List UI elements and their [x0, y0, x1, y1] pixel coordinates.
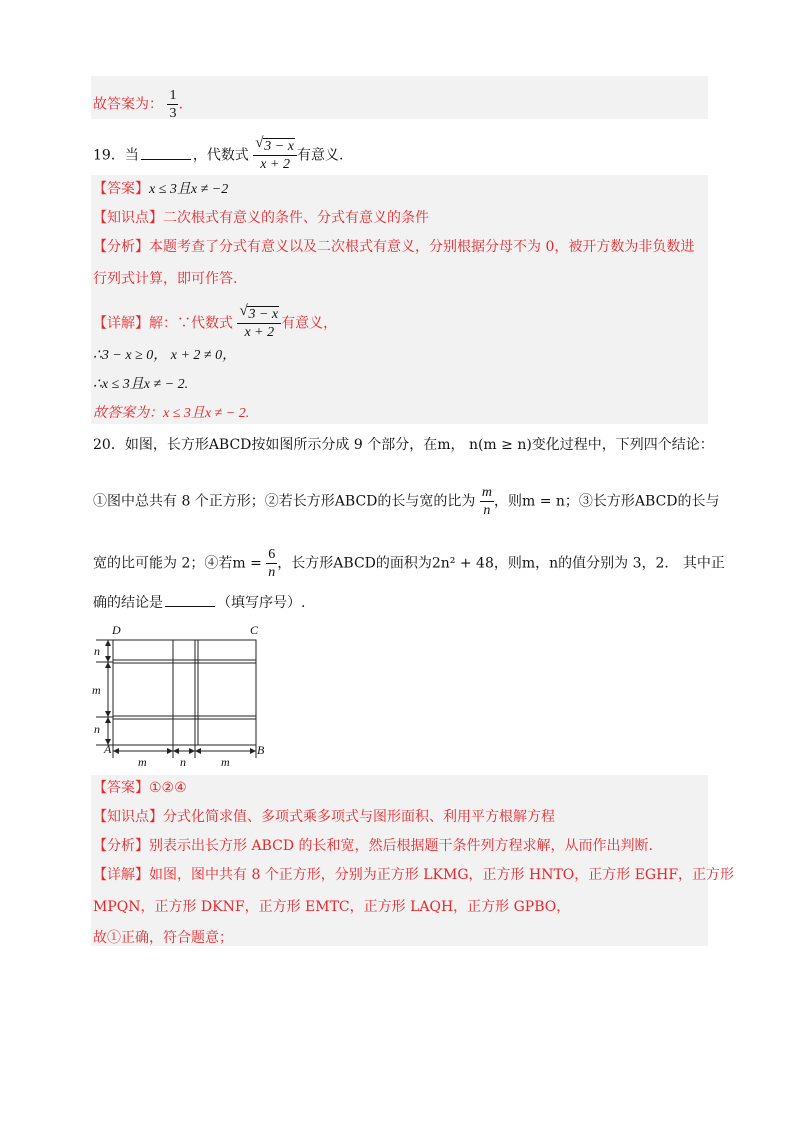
sqrt-expression — [255, 135, 295, 155]
fraction-denominator: x + 2 — [244, 325, 275, 340]
analysis-text: 别表示出长方形 ABCD 的长和宽，然后根据题干条件列方程求解，从而作出判断. — [149, 838, 653, 854]
q20-detail-line2: MPQN，正方形 DKNF，正方形 EMTC，正方形 LAQH，正方形 GPBO， — [93, 899, 571, 915]
label-c: C — [250, 623, 259, 637]
analysis-text: 本题考查了分式有意义以及二次根式有意义，分别根据分母不为 0，被开方数为非负数进 — [149, 239, 695, 255]
q20-line3-tail: ，长方形ABCD的面积为2n² + 48，则m，n的值分别为 3，2． 其中正 — [277, 555, 725, 572]
q19-analysis-line2: 行列式计算，即可作答. — [93, 271, 238, 287]
m-fraction — [266, 546, 277, 581]
q20-line4-text: 确的结论是 — [93, 595, 163, 611]
detail-text: 如图，图中共有 8 个正方形，分别为正方形 LKMG，正方形 HNTO，正方形 EGHF，正方形 — [149, 867, 735, 883]
q19-prefix: 19．当 — [93, 147, 139, 164]
question-19 — [93, 135, 344, 173]
knowledge-tag: 【知识点】 — [93, 210, 163, 226]
q20-line2 — [93, 484, 720, 519]
q20-detail-line3: 故①正确，符合题意； — [93, 930, 233, 946]
q19-answer — [93, 178, 228, 201]
prev-answer-line — [93, 87, 183, 122]
fraction-denominator: x + 2 — [260, 157, 290, 172]
prev-answer-tail: . — [178, 96, 183, 113]
prev-answer-label: 故答案为： — [93, 96, 163, 113]
analysis-tag: 【分析】 — [93, 239, 149, 255]
left-label-n-top: n — [94, 644, 100, 658]
answer-tag: 【答案】 — [93, 181, 149, 197]
q19-detail-line4: 故答案为：x ≤ 3且x ≠ − 2. — [93, 406, 250, 421]
detail-text-tail: 有意义， — [281, 315, 338, 332]
label-a: A — [104, 742, 112, 756]
sqrt-expression — [239, 303, 279, 323]
q20-line1: 20．如图，长方形ABCD按如图所示分成 9 个部分，在m， n(m ≥ n)变化过程中，下列四个结论： — [93, 437, 714, 453]
rectangle-figure — [88, 620, 278, 770]
q19-detail-line1 — [93, 303, 338, 341]
q19-analysis-line1 — [93, 236, 694, 258]
prev-answer-fraction — [167, 87, 178, 122]
q20-detail-line1 — [93, 864, 734, 886]
q19-detail-line2: ∴3 − x ≥ 0， x + 2 ≠ 0， — [93, 348, 237, 363]
q20-line4 — [93, 592, 305, 614]
detail-expression — [237, 303, 281, 341]
fraction-numerator: 1 — [169, 88, 177, 103]
q20-solution-box — [91, 775, 708, 946]
answer-text: x ≤ 3且x ≠ −2 — [149, 182, 229, 197]
q19-detail-line3: ∴x ≤ 3且x ≠ − 2. — [93, 377, 189, 392]
label-b: B — [257, 743, 265, 757]
q20-line4-tail: （填写序号）. — [217, 595, 306, 611]
detail-tag: 【详解】 — [93, 867, 149, 883]
q20-line3 — [93, 546, 725, 581]
detail-text: 解：∵代数式 — [149, 315, 233, 332]
q20-knowledge-point — [93, 806, 555, 828]
answer-text: ①②④ — [149, 780, 187, 796]
answer-blank[interactable] — [141, 147, 191, 160]
arrowheads — [105, 640, 256, 754]
sqrt-icon: √ — [239, 303, 248, 319]
bottom-label-m-left: m — [138, 755, 147, 769]
fraction-numerator — [253, 135, 297, 156]
fraction-numerator: m — [481, 485, 492, 500]
answer-blank[interactable] — [165, 594, 215, 607]
q20-analysis — [93, 835, 653, 857]
sqrt-icon: √ — [255, 135, 264, 151]
knowledge-text: 二次根式有意义的条件、分式有意义的条件 — [163, 210, 429, 226]
detail-tag: 【详解】 — [93, 315, 149, 332]
knowledge-text: 分式化简求值、多项式乘多项式与图形面积、利用平方根解方程 — [163, 809, 555, 825]
q20-line3-text: 宽的比可能为 2；④若m = — [93, 555, 262, 572]
q20-line2-tail: ，则m = n；③长方形ABCD的长与 — [493, 493, 720, 510]
left-label-m: m — [92, 683, 101, 697]
knowledge-tag: 【知识点】 — [93, 809, 163, 825]
q19-mid: ，代数式 — [192, 147, 249, 164]
bottom-label-m-right: m — [221, 755, 230, 769]
q19-knowledge-point — [93, 207, 429, 229]
label-d: D — [112, 623, 121, 637]
radicand: 3 − x — [248, 307, 279, 322]
q19-expression — [253, 135, 297, 173]
radicand: 3 − x — [264, 139, 294, 154]
rectangle-abcd — [113, 640, 256, 745]
fraction-denominator: n — [268, 565, 276, 580]
fraction-numerator: 6 — [268, 547, 276, 562]
fraction-denominator: n — [483, 503, 491, 518]
analysis-tag: 【分析】 — [93, 838, 149, 854]
q20-answer — [93, 777, 187, 799]
left-label-n-bottom: n — [94, 722, 100, 736]
fraction-numerator — [237, 303, 281, 324]
fraction-denominator: 3 — [169, 106, 177, 121]
q19-suffix: 有意义. — [296, 147, 344, 164]
bottom-label-n: n — [180, 755, 186, 769]
answer-tag: 【答案】 — [93, 780, 149, 796]
q20-line2-text: ①图中总共有 8 个正方形；②若长方形ABCD的长与宽的比为 — [93, 493, 476, 510]
ratio-fraction — [480, 484, 494, 519]
prev-answer-box — [91, 76, 708, 119]
